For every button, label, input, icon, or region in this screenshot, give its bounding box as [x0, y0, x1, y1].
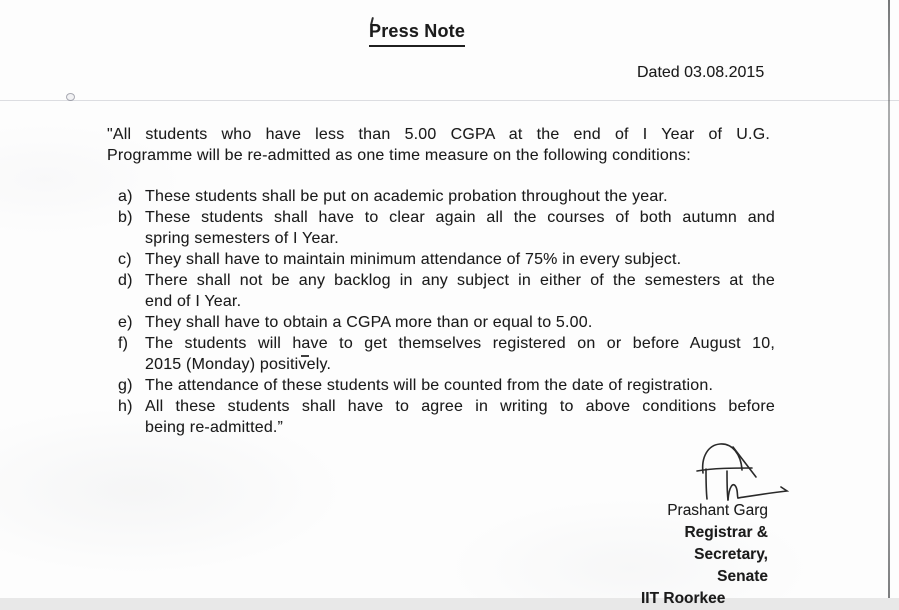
condition-label: e): [118, 314, 133, 331]
conditions-list: [118, 186, 775, 438]
date-line: Dated 03.08.2015: [637, 64, 765, 81]
signatory-name: Prashant Garg: [667, 502, 768, 519]
condition-label: a): [118, 188, 133, 205]
condition-label: g): [118, 377, 133, 394]
condition-item-f: [118, 333, 775, 375]
signatory-title-line-1: Registrar &: [684, 524, 768, 541]
condition-text-line: There shall not be any backlog in any subject in either of the semesters at the: [145, 272, 775, 289]
condition-item-h: [118, 396, 775, 438]
intro-line-1: "All students who have less than 5.00 CGPA at the end of I Year of U.G.: [107, 126, 770, 143]
document-title: Press Note: [369, 21, 465, 47]
signatory-title-line-2: Secretary, Senate: [694, 546, 768, 585]
signature-block: [641, 500, 768, 610]
intro-paragraph: [107, 124, 770, 166]
scan-artifact-speck: [66, 93, 75, 101]
condition-text-line: The attendance of these students will be counted from the date of registration.: [145, 377, 714, 394]
condition-item-d: [118, 270, 775, 312]
condition-text-line: 2015 (Monday) positively.: [145, 356, 332, 373]
condition-item-a: [118, 186, 775, 207]
condition-item-g: [118, 375, 775, 396]
scan-artifact-vertical-line: [888, 0, 890, 598]
condition-label: h): [118, 398, 133, 415]
condition-text-line: They shall have to maintain minimum attendance of 75% in every subject.: [145, 251, 682, 268]
condition-label: d): [118, 272, 133, 289]
intro-line-2: Programme will be re-admitted as one time measure on the following conditions:: [107, 147, 691, 164]
condition-label: b): [118, 209, 133, 226]
condition-item-c: [118, 249, 775, 270]
handwritten-signature: [693, 440, 795, 504]
condition-label: c): [118, 251, 132, 268]
scan-artifact-horizontal-line: [0, 100, 899, 101]
condition-text-line: These students shall be put on academic probation throughout the year.: [145, 188, 668, 205]
condition-text-line: All these students shall have to agree in writing to above conditions before: [145, 398, 775, 415]
condition-text-line: spring semesters of I Year.: [145, 230, 339, 247]
condition-text-line: They shall have to obtain a CGPA more than or equal to 5.00.: [145, 314, 593, 331]
condition-label: f): [118, 335, 129, 352]
condition-item-b: [118, 207, 775, 249]
condition-text-line: being re-admitted.”: [145, 419, 284, 436]
condition-text-line: The students will have to get themselves registered on or before August 10,: [145, 335, 775, 352]
condition-text-line: These students shall have to clear again all the courses of both autumn and: [145, 209, 775, 226]
signatory-org: IIT Roorkee: [641, 590, 726, 607]
condition-text-line: end of I Year.: [145, 293, 242, 310]
condition-item-e: [118, 312, 775, 333]
